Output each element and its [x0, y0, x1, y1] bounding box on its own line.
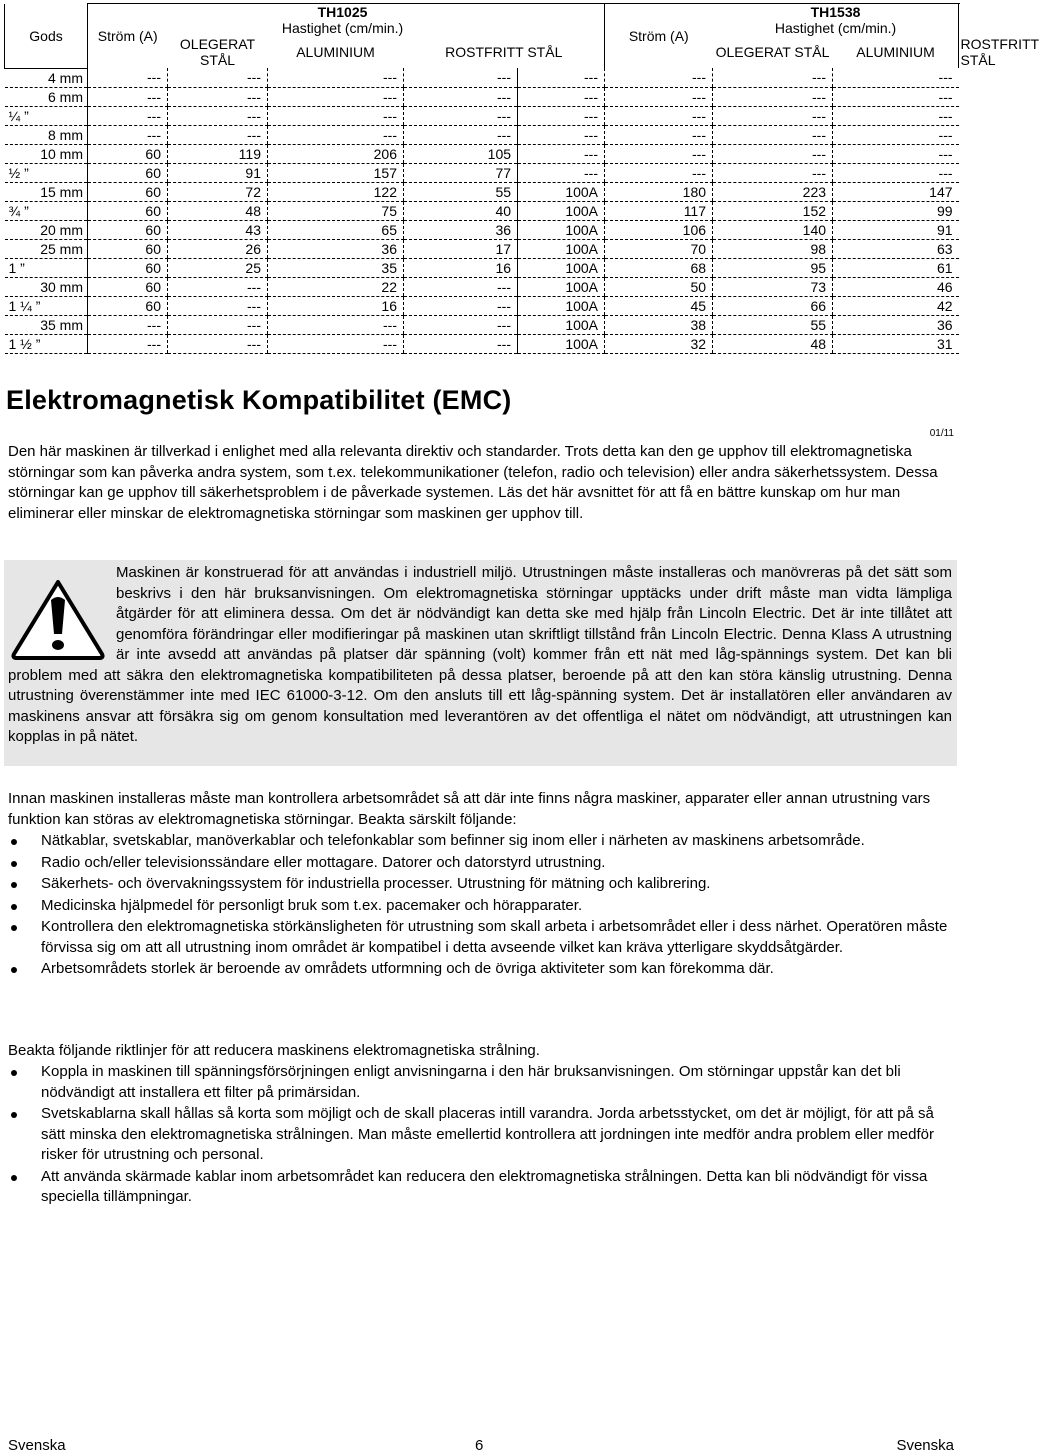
- table-cell: ---: [88, 68, 168, 87]
- table-cell: ---: [713, 87, 833, 106]
- table-cell: 95: [713, 258, 833, 277]
- table-cell: 72: [168, 182, 268, 201]
- table-cell: 17: [404, 239, 518, 258]
- footer-language-left: Svenska: [8, 1437, 66, 1454]
- table-cell: 36: [268, 239, 404, 258]
- table-cell: ---: [518, 87, 605, 106]
- table-cell: 75: [268, 201, 404, 220]
- table-cell: ---: [713, 163, 833, 182]
- col-stainless-1: ROSTFRITT STÅL: [445, 44, 563, 60]
- footer-language-right: Svenska: [896, 1437, 954, 1454]
- list-item: [8, 1062, 948, 1103]
- table-cell: ---: [88, 315, 168, 334]
- table-body: [5, 68, 959, 353]
- table-cell: 77: [404, 163, 518, 182]
- table-row: [5, 239, 959, 258]
- table-row: [5, 220, 959, 239]
- table-cell: 68: [605, 258, 713, 277]
- table-cell: 31: [833, 334, 959, 353]
- group-header-1: [168, 4, 518, 37]
- table-row: [5, 201, 959, 220]
- list-item-text: Att använda skärmade kablar inom arbetsområdet kan reducera den elektromagnetiska strålningen. Detta kan bli nödvändigt för vissa speciella tillämpningar.: [41, 1167, 928, 1205]
- bullet-icon: [11, 967, 17, 973]
- list-item: [8, 1104, 948, 1166]
- table-cell: 48: [168, 201, 268, 220]
- gods-cell: 30 mm: [5, 277, 88, 296]
- list-item-text: Koppla in maskinen till spänningsförsörjningen enligt anvisningarna i den här bruksanvisningen. Om störningar uppstår kan det bli nödvändigt att installera ett filter på primärsidan.: [41, 1063, 901, 1101]
- table-row: [5, 296, 959, 315]
- bullet-icon: [11, 904, 17, 910]
- table-cell: 45: [605, 296, 713, 315]
- table-cell: 106: [605, 220, 713, 239]
- table-cell: ---: [833, 106, 959, 125]
- gods-cell: 15 mm: [5, 182, 88, 201]
- table-row: [5, 125, 959, 144]
- table-cell: 98: [713, 239, 833, 258]
- table-cell: ---: [518, 68, 605, 87]
- table-cell: 70: [605, 239, 713, 258]
- col-steel-1: OLEGERAT STÅL: [179, 36, 256, 68]
- table-cell: ---: [833, 144, 959, 163]
- table-cell: 66: [713, 296, 833, 315]
- gods-cell: 25 mm: [5, 239, 88, 258]
- list-item: [8, 896, 948, 917]
- list-item: [8, 853, 948, 874]
- table-cell: ---: [268, 106, 404, 125]
- current-header-1: Ström (A): [88, 4, 168, 69]
- table-row: [5, 315, 959, 334]
- table-cell: ---: [605, 125, 713, 144]
- gods-cell: 10 mm: [5, 144, 88, 163]
- table-cell: ---: [404, 68, 518, 87]
- table-cell: 60: [88, 258, 168, 277]
- table-cell: ---: [713, 125, 833, 144]
- gods-cell: 1 ¼ ”: [5, 296, 88, 315]
- table-cell: 36: [833, 315, 959, 334]
- table-row: [5, 334, 959, 353]
- table-cell: 22: [268, 277, 404, 296]
- table-cell: 65: [268, 220, 404, 239]
- table-cell: 16: [268, 296, 404, 315]
- table-cell: ---: [518, 106, 605, 125]
- install-intro: Innan maskinen installeras måste man kontrollera arbetsområdet så att där inte finns några maskiner, apparater eller annan utrustning vars funktion kan störas av elektromagnetiska störningar. Beakta särskilt följande:: [8, 790, 931, 828]
- table-cell: ---: [404, 315, 518, 334]
- table-cell: 60: [88, 201, 168, 220]
- table-cell: 73: [713, 277, 833, 296]
- bullet-icon: [11, 1112, 17, 1118]
- table-cell: 91: [168, 163, 268, 182]
- table-row: [5, 106, 959, 125]
- table-cell: 55: [713, 315, 833, 334]
- model-2: TH1538: [810, 4, 861, 20]
- table-cell: ---: [605, 87, 713, 106]
- gods-cell: 1 ½ ”: [5, 334, 88, 353]
- warning-text: [8, 563, 952, 748]
- gods-cell: 20 mm: [5, 220, 88, 239]
- table-cell: ---: [605, 106, 713, 125]
- table-cell: 46: [833, 277, 959, 296]
- table-cell: 180: [605, 182, 713, 201]
- revision-ref: 01/11: [929, 428, 954, 439]
- table-cell: 60: [88, 277, 168, 296]
- table-cell: 100A: [518, 315, 605, 334]
- gods-cell: 8 mm: [5, 125, 88, 144]
- table-cell: ---: [268, 68, 404, 87]
- list-item-text: Arbetsområdets storlek är beroende av områdets utformning och de övriga aktiviteter som kan förekomma där.: [41, 960, 774, 977]
- footer-page-number: 6: [475, 1437, 484, 1454]
- table-cell: ---: [88, 334, 168, 353]
- table-cell: ---: [833, 68, 959, 87]
- table-cell: ---: [605, 68, 713, 87]
- bullet-icon: [11, 1070, 17, 1076]
- bullet-icon: [11, 882, 17, 888]
- gods-header: Gods: [5, 4, 88, 69]
- table-cell: 100A: [518, 239, 605, 258]
- table-cell: 60: [88, 182, 168, 201]
- table-cell: ---: [268, 87, 404, 106]
- list-item-text: Radio och/eller televisionssändare eller mottagare. Datorer och datorstyrd utrustning.: [41, 853, 606, 871]
- table-cell: 100A: [518, 201, 605, 220]
- table-cell: ---: [605, 144, 713, 163]
- table-cell: 25: [168, 258, 268, 277]
- table-cell: ---: [404, 87, 518, 106]
- list-item-text: Kontrollera den elektromagnetiska störkänsligheten för utrustning som skall arbeta i arbetsområdet eller i dess närhet. Operatören måste förvissa sig om att all utrustning inom området är kompatibel i detta avseende vilket kan kräva ytterligare skyddsåtgärder.: [41, 918, 948, 956]
- table-cell: ---: [518, 144, 605, 163]
- table-cell: 63: [833, 239, 959, 258]
- table-cell: ---: [268, 315, 404, 334]
- table-cell: 100A: [518, 258, 605, 277]
- list-item: [8, 831, 948, 852]
- table-cell: ---: [404, 296, 518, 315]
- list-item-text: Säkerhets- och övervakningssystem för industriella processer. Utrustning för mätning och kalibrering.: [41, 875, 711, 892]
- table-cell: 40: [404, 201, 518, 220]
- table-cell: ---: [713, 106, 833, 125]
- table-row: [5, 182, 959, 201]
- table-cell: ---: [833, 163, 959, 182]
- table-cell: 60: [88, 220, 168, 239]
- table-cell: ---: [168, 277, 268, 296]
- table-cell: 36: [404, 220, 518, 239]
- list-item-text: Nätkablar, svetskablar, manöverkablar och telefonkablar som befinner sig inom eller i närheten av maskinens arbetsområde.: [41, 832, 865, 849]
- table-row: [5, 87, 959, 106]
- table-cell: 38: [605, 315, 713, 334]
- table-cell: 100A: [518, 277, 605, 296]
- table-row: [5, 277, 959, 296]
- table-cell: 35: [268, 258, 404, 277]
- table-cell: 100A: [518, 220, 605, 239]
- group-header-2: [713, 4, 959, 37]
- table-cell: ---: [88, 106, 168, 125]
- intro-paragraph: Den här maskinen är tillverkad i enlighet med alla relevanta direktiv och standarder. Trots detta kan den ge upphov till elektromagnetiska störningar som kan påverka andra system, som t.ex. telekommunikationer (telefon, radio och television) eller andra säkerhetssystem. Dessa störningar kan ge upphov till säkerhetsproblem i de påverkade systemen. Läs det här avsnittet för att få en bättre kunskap om hur man eliminerar eller minskar de elektromagnetiska störningar som maskinen ger upphov till.: [8, 443, 938, 522]
- table-cell: 119: [168, 144, 268, 163]
- current-header-2: Ström (A): [605, 4, 713, 69]
- table-row: [5, 144, 959, 163]
- guidelines-list: [8, 1062, 948, 1209]
- table-cell: 99: [833, 201, 959, 220]
- table-cell: 42: [833, 296, 959, 315]
- emc-title: Elektromagnetisk Kompatibilitet (EMC): [6, 385, 512, 415]
- table-cell: ---: [168, 334, 268, 353]
- speed-label-1: Hastighet (cm/min.): [281, 20, 404, 36]
- table-cell: 206: [268, 144, 404, 163]
- gods-cell: ¾ ”: [5, 201, 88, 220]
- table-cell: ---: [404, 106, 518, 125]
- table-cell: ---: [833, 125, 959, 144]
- table-cell: ---: [404, 334, 518, 353]
- table-cell: 60: [88, 239, 168, 258]
- col-alu-1: ALUMINIUM: [296, 44, 375, 60]
- table-cell: ---: [713, 68, 833, 87]
- table-cell: 61: [833, 258, 959, 277]
- list-item-text: Svetskablarna skall hållas så korta som möjligt och de skall placeras intill varandra. Jorda arbetsstycket, om det är möjligt, för att på så sätt minska den elektromagnetiska strålningen. Man måste emellertid kontrollera att jordningen inte medför andra problem eller medför risker för utrustning och personal.: [41, 1105, 934, 1163]
- gods-cell: 35 mm: [5, 315, 88, 334]
- list-item-text: Medicinska hjälpmedel för personligt bruk som t.ex. pacemaker och hörapparater.: [41, 896, 583, 914]
- table-cell: ---: [833, 87, 959, 106]
- table-cell: ---: [168, 87, 268, 106]
- warning-text-content: Maskinen är konstruerad för att användas i industriell miljö. Utrustningen måste installeras och manövreras på det sätt som beskrivs i den här bruksanvisningen. Om elektromagnetiska störningar upptäcks under drift måste man vidta lämpliga åtgärder för att eliminera dessa. Om det är nödvändigt kan detta ske med hjälp från Lincoln Electric. Det är inte tillåtet att genomföra förändringar eller modifieringar på maskinen utan skriftligt tillstånd från Lincoln Electric. Denna Klass A utrustning är inte avsedd att användas på platser där spänning (volt) kommer från ett nät med låg-spännings system. Det kan bli problem med att säkra den elektromagnetiska kompatibiliteten på dessa platser, beroende på att den kan störa känslig utrustning. Denna utrustning överenstämmer inte med IEC 61000-3-12. Om den ansluts till ett låg-spänning system. Det är installatören eller användaren av maskinens ansvar att försäkra sig om genom konsultation med leverantören av det offentliga el nätet om nödvändigt, att utrustningen kan kopplas in på nätet.: [8, 564, 952, 745]
- guidelines-intro: Beakta följande riktlinjer för att reducera maskinens elektromagnetiska strålning.: [8, 1042, 540, 1059]
- bullet-icon: [11, 925, 17, 931]
- header-cell-spacer: [518, 4, 605, 37]
- gods-cell: 6 mm: [5, 87, 88, 106]
- gods-cell: 1 ”: [5, 258, 88, 277]
- table-cell: 91: [833, 220, 959, 239]
- table-cell: 147: [833, 182, 959, 201]
- list-item: [8, 1167, 948, 1208]
- table-cell: 60: [88, 163, 168, 182]
- table-cell: 140: [713, 220, 833, 239]
- table-cell: ---: [268, 334, 404, 353]
- table-cell: ---: [518, 163, 605, 182]
- speed-label-2: Hastighet (cm/min.): [774, 20, 897, 36]
- table-cell: 122: [268, 182, 404, 201]
- list-item: [8, 874, 948, 895]
- table-row: [5, 163, 959, 182]
- col-alu-2: ALUMINIUM: [856, 44, 935, 60]
- table-cell: ---: [268, 125, 404, 144]
- table-row: [5, 68, 959, 87]
- col-steel-2: OLEGERAT STÅL: [715, 44, 830, 60]
- table-cell: 32: [605, 334, 713, 353]
- table-row: [5, 258, 959, 277]
- table-cell: 105: [404, 144, 518, 163]
- gods-cell: ¼ ”: [5, 106, 88, 125]
- table-cell: 50: [605, 277, 713, 296]
- gods-cell: ½ ”: [5, 163, 88, 182]
- table-cell: 100A: [518, 334, 605, 353]
- table-cell: ---: [404, 277, 518, 296]
- bullet-icon: [11, 861, 17, 867]
- table-cell: ---: [88, 125, 168, 144]
- table-cell: ---: [168, 106, 268, 125]
- table-cell: 100A: [518, 296, 605, 315]
- gods-cell: 4 mm: [5, 68, 88, 87]
- table-cell: 117: [605, 201, 713, 220]
- table-cell: ---: [518, 125, 605, 144]
- table-cell: 16: [404, 258, 518, 277]
- table-cell: 60: [88, 296, 168, 315]
- table-cell: 26: [168, 239, 268, 258]
- table-cell: ---: [713, 144, 833, 163]
- table-cell: 43: [168, 220, 268, 239]
- install-list: [8, 831, 948, 981]
- list-item: [8, 917, 948, 958]
- list-item: [8, 959, 948, 980]
- table-cell: ---: [404, 125, 518, 144]
- table-cell: ---: [168, 68, 268, 87]
- model-1: TH1025: [317, 4, 368, 20]
- table-cell: 100A: [518, 182, 605, 201]
- table-cell: ---: [88, 87, 168, 106]
- table-cell: ---: [605, 163, 713, 182]
- table-cell: 60: [88, 144, 168, 163]
- table-cell: 223: [713, 182, 833, 201]
- table-cell: ---: [168, 296, 268, 315]
- table-cell: 152: [713, 201, 833, 220]
- table-cell: 55: [404, 182, 518, 201]
- speed-table: Gods Ström (A) TH1025 Hastighet (cm/min.) Ström (A) TH1538 Hastighet (cm/min.) OLEGERAT STÅL ALUMINIUM ROSTFRITT STÅL OLEGERAT STÅL ALUMINIUM ROSTFRITT STÅL 4 mm --- --- --- --- --- --- --- --- 6 mm --- --- --- --- --- --- --- --- ¼ ” --- --- --- --- --- --- --- --- 8 mm --- --- --- --- --- --- --- --- 10 mm 60 119 206 105 --- --- --- --- ½ ” 60 91 157 77 --- --- --- --- 15 mm 60 72 122 55 100A 180 223 147 ¾ ” 60 48 75 40 100A 117 152 99 20 mm 60 43 65 36 100A 106 140 91 25 mm 60 26 36 17 100A 70 98 63 1 ” 60 25 35 16 100A 68 95 61 30 mm 60 --- 22 --- 100A 50 73 46 1 ¼ ” 60 --- 16 --- 100A 45 66 42 35 mm --- --- --- --- 100A 38 55 36 1 ½ ” --- --- --- --- 100A 32 48 31: [4, 3, 959, 354]
- table-cell: ---: [168, 125, 268, 144]
- table-cell: 157: [268, 163, 404, 182]
- table-cell: 48: [713, 334, 833, 353]
- table-cell: ---: [168, 315, 268, 334]
- bullet-icon: [11, 1175, 17, 1181]
- bullet-icon: [11, 839, 17, 845]
